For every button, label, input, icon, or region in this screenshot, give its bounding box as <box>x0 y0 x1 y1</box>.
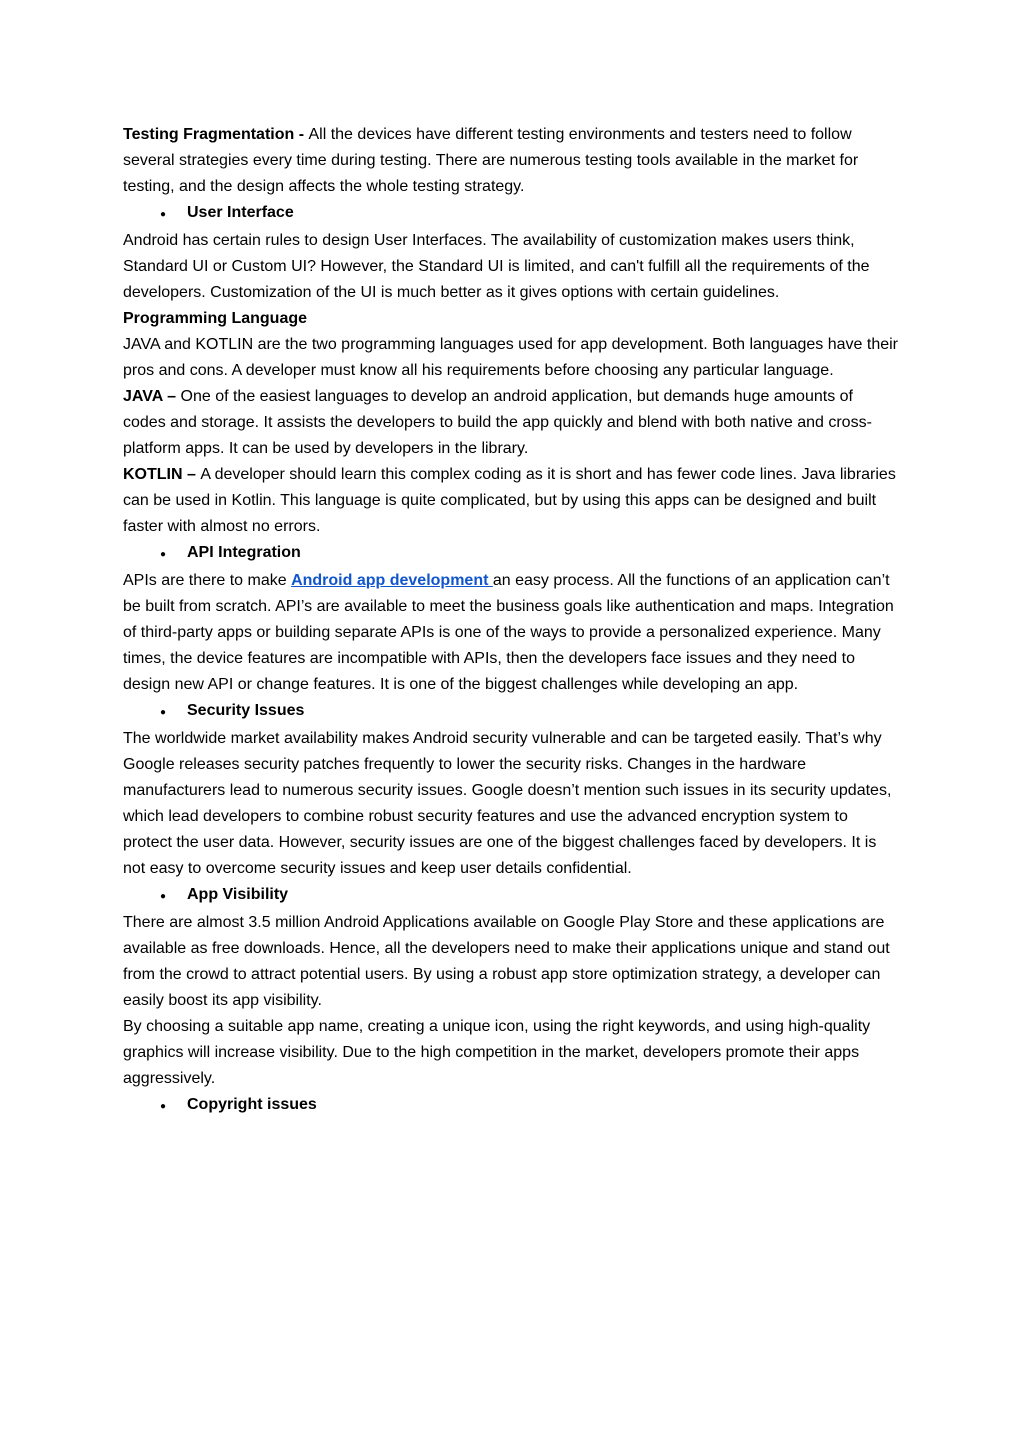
bullet-icon: ● <box>160 707 167 718</box>
paragraph-app-visibility-1 <box>123 910 900 1014</box>
java-lead: JAVA – <box>123 388 181 405</box>
api-integration-heading: API Integration <box>187 544 301 561</box>
paragraph-testing-fragmentation <box>123 122 900 200</box>
security-issues-heading: Security Issues <box>187 702 305 719</box>
kotlin-lead: KOTLIN – <box>123 466 201 483</box>
paragraph-app-visibility-2 <box>123 1014 900 1092</box>
app-visibility-heading: App Visibility <box>187 886 289 903</box>
bullet-heading-user-interface <box>123 200 900 228</box>
api-integration-pre: APIs are there to make <box>123 572 292 589</box>
paragraph-programming-language <box>123 332 900 384</box>
bullet-heading-api-integration <box>123 540 900 568</box>
bullet-icon: ● <box>160 1101 167 1112</box>
android-app-development-link[interactable]: Android app development <box>291 572 493 589</box>
testing-fragmentation-lead: Testing Fragmentation - <box>123 126 309 143</box>
user-interface-body: Android has certain rules to design User Interfaces. The availability of customization makes users think, Standard UI or Custom UI? However, the Standard UI is limited, and can't fulfill all the requirements of the developers. Customization of the UI is much better as it gives options with certain guidelines. <box>123 232 870 301</box>
testing-fragmentation-body: All the devices have different testing environments and testers need to follow several strategies every time during testing. There are numerous testing tools available in the market for testing, and the design affects the whole testing strategy. <box>123 126 859 195</box>
bullet-icon: ● <box>160 209 167 220</box>
bullet-heading-security-issues <box>123 698 900 726</box>
bullet-icon: ● <box>160 549 167 560</box>
paragraph-security-issues <box>123 726 900 882</box>
java-body: One of the easiest languages to develop an android application, but demands huge amounts of codes and storage. It assists the developers to build the app quickly and blend with both native and cross-platform apps. It can be used by developers in the library. <box>123 388 872 457</box>
paragraph-kotlin <box>123 462 900 540</box>
copyright-issues-heading: Copyright issues <box>187 1096 317 1113</box>
paragraph-user-interface <box>123 228 900 306</box>
user-interface-heading: User Interface <box>187 204 294 221</box>
kotlin-body: A developer should learn this complex coding as it is short and has fewer code lines. Java libraries can be used in Kotlin. This language is quite complicated, but by using this apps can be designed and built faster with almost no errors. <box>123 466 896 535</box>
bullet-heading-copyright-issues <box>123 1092 900 1120</box>
bullet-heading-app-visibility <box>123 882 900 910</box>
app-visibility-body1: There are almost 3.5 million Android Applications available on Google Play Store and these applications are available as free downloads. Hence, all the developers need to make their applications unique and stand out from the crowd to attract potential users. By using a robust app store optimization strategy, a developer can easily boost its app visibility. <box>123 914 890 1009</box>
paragraph-api-integration <box>123 568 900 698</box>
security-issues-body: The worldwide market availability makes Android security vulnerable and can be targeted easily. That’s why Google releases security patches frequently to lower the security risks. Changes in the hardware manufacturers lead to numerous security issues. Google doesn’t mention such issues in its security updates, which lead developers to combine robust security features and use the advanced encryption system to protect the user data. However, security issues are one of the biggest challenges faced by developers. It is not easy to overcome security issues and keep user details confidential. <box>123 730 892 877</box>
bullet-icon: ● <box>160 891 167 902</box>
programming-language-body: JAVA and KOTLIN are the two programming languages used for app development. Both languages have their pros and cons. A developer must know all his requirements before choosing any particular language. <box>123 336 898 379</box>
app-visibility-body2: By choosing a suitable app name, creating a unique icon, using the right keywords, and using high-quality graphics will increase visibility. Due to the high competition in the market, developers promote their apps aggressively. <box>123 1018 871 1087</box>
paragraph-java <box>123 384 900 462</box>
api-integration-post: an easy process. All the functions of an application can’t be built from scratch. API’s are available to meet the business goals like authentication and maps. Integration of third-party apps or building separate APIs is one of the ways to provide a personalized experience. Many times, the device features are incompatible with APIs, then the developers face issues and they need to design new API or change features. It is one of the biggest challenges while developing an app. <box>123 572 894 693</box>
heading-programming-language: Programming Language <box>123 310 308 327</box>
